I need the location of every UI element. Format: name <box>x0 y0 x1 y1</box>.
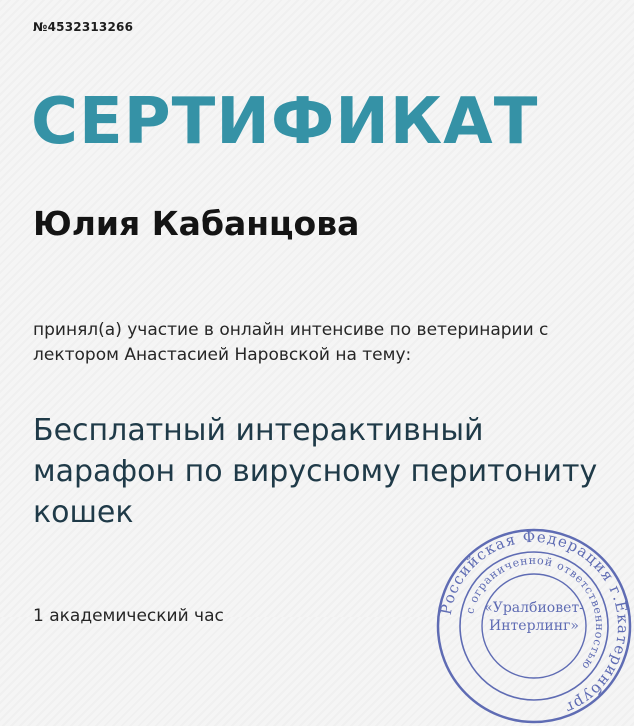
course-topic <box>33 410 597 533</box>
stamp-center-line-2: Интерлинг» <box>489 618 579 634</box>
academic-hours: 1 академический час <box>33 606 224 626</box>
participation-line-1: принял(а) участие в онлайн интенсиве по ветеринарии с <box>33 320 549 340</box>
recipient-name: Юлия Кабанцова <box>33 204 360 243</box>
stamp-outer-text: Российская Федерация г.Екатеринбург <box>436 527 633 718</box>
stamp-center-line-1: «Уралбиовет- <box>484 600 584 616</box>
stamp-inner-text: с ограниченной ответственностью <box>463 553 607 673</box>
organization-stamp <box>434 526 634 726</box>
topic-line-1: Бесплатный интерактивный <box>33 413 484 448</box>
certificate-number: №4532313266 <box>33 20 134 34</box>
certificate-title: СЕРТИФИКАТ <box>31 85 539 159</box>
participation-line-2: лектором Анастасией Наровской на тему: <box>33 345 412 365</box>
participation-text <box>33 318 548 368</box>
topic-line-3: кошек <box>33 495 134 530</box>
topic-line-2: марафон по вирусному перитониту <box>33 454 598 489</box>
